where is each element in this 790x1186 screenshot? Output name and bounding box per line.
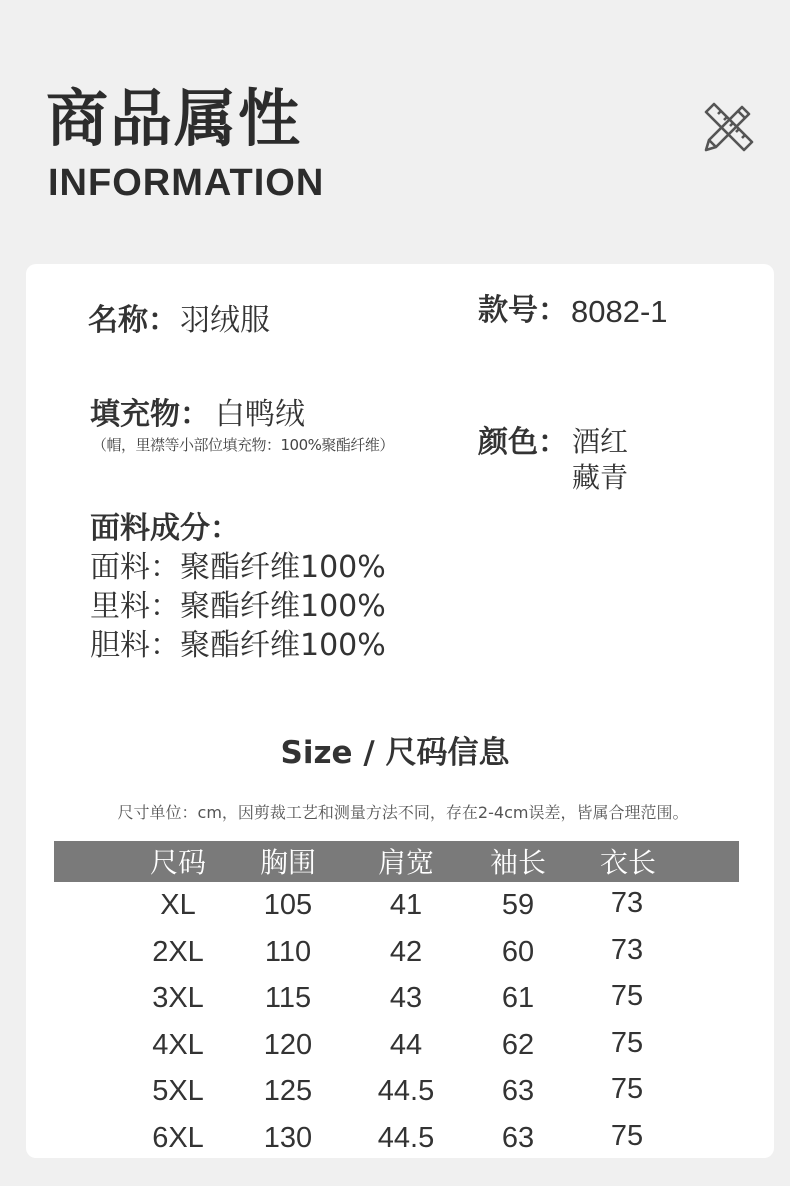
filling-value: 白鸭绒 — [215, 397, 305, 432]
col-header-sleeve: 袖长 — [489, 846, 546, 879]
color-label: 颜色： — [478, 425, 568, 460]
table-cell: 4XL — [152, 1029, 204, 1061]
color-option: 酒红 — [572, 425, 629, 458]
table-cell: 75 — [610, 1027, 644, 1059]
table-cell: 63 — [501, 1075, 535, 1107]
table-cell: 73 — [610, 934, 644, 966]
table-cell: 75 — [610, 980, 644, 1012]
table-cell: XL — [160, 889, 196, 921]
table-cell: 125 — [263, 1075, 313, 1107]
fabric-line: 里料：聚酯纤维100% — [90, 589, 386, 624]
color-option: 藏青 — [572, 461, 629, 494]
table-cell: 73 — [610, 887, 644, 919]
fabric-heading: 面料成分： — [90, 511, 240, 546]
table-cell: 75 — [610, 1120, 644, 1152]
col-header-shoulder: 肩宽 — [377, 846, 434, 879]
table-cell: 130 — [263, 1122, 313, 1154]
table-cell: 6XL — [152, 1122, 204, 1154]
filling-note: （帽，里襟等小部位填充物：100%聚酯纤维） — [92, 436, 394, 454]
fabric-line: 面料：聚酯纤维100% — [90, 550, 386, 585]
table-cell: 110 — [264, 936, 312, 968]
table-cell: 75 — [610, 1073, 644, 1105]
table-cell: 2XL — [152, 936, 204, 968]
table-cell: 60 — [501, 936, 535, 968]
size-note: 尺寸单位：cm，因剪裁工艺和测量方法不同，存在2-4cm误差，皆属合理范围。 — [117, 803, 689, 822]
table-cell: 115 — [264, 982, 312, 1014]
name-label: 名称： — [88, 303, 178, 338]
table-cell: 61 — [501, 982, 535, 1014]
table-cell: 63 — [501, 1122, 535, 1154]
table-cell: 5XL — [152, 1075, 204, 1107]
table-cell: 105 — [263, 889, 313, 921]
filling-label: 填充物： — [90, 397, 210, 432]
size-table-header — [54, 841, 739, 882]
size-section-title: Size / 尺码信息 — [280, 735, 510, 771]
page-title: 商品属性 — [46, 82, 303, 155]
table-cell: 44.5 — [377, 1122, 435, 1154]
table-cell: 3XL — [152, 982, 204, 1014]
table-cell: 42 — [389, 936, 423, 968]
ruler-pencil-icon — [700, 98, 758, 156]
style-no-label: 款号： — [478, 293, 568, 328]
table-cell: 62 — [501, 1029, 535, 1061]
table-cell: 41 — [389, 889, 423, 921]
page-subtitle: INFORMATION — [48, 162, 325, 204]
col-header-length: 衣长 — [599, 846, 656, 879]
col-header-size: 尺码 — [149, 846, 206, 879]
style-no-value: 8082-1 — [571, 294, 668, 329]
name-value: 羽绒服 — [180, 303, 270, 338]
table-cell: 59 — [501, 889, 535, 921]
table-cell: 43 — [389, 982, 423, 1014]
table-cell: 44 — [389, 1029, 423, 1061]
fabric-line: 胆料：聚酯纤维100% — [90, 628, 386, 663]
table-cell: 120 — [263, 1029, 313, 1061]
table-cell: 44.5 — [377, 1075, 435, 1107]
col-header-chest: 胸围 — [259, 846, 316, 879]
